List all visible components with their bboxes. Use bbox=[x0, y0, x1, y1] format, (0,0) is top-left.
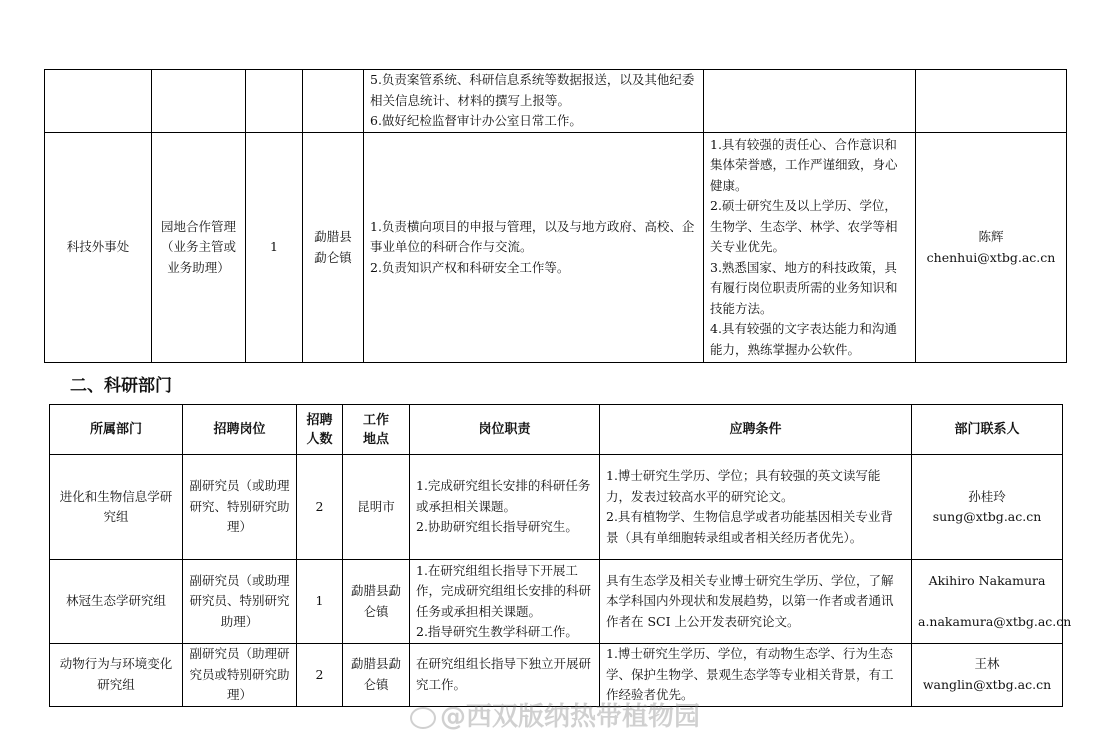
header-count: 招聘人数 bbox=[297, 405, 343, 455]
table-admin-departments bbox=[44, 69, 1067, 363]
table-row bbox=[50, 560, 1063, 644]
contact-email: wanglin@xtbg.ac.cn bbox=[922, 676, 1052, 692]
requirements-cell bbox=[704, 70, 916, 133]
post-cell: 副研究员（或助理研究、特别研究助理） bbox=[183, 455, 297, 560]
contact-email: sung@xtbg.ac.cn bbox=[932, 509, 1042, 524]
duties-cell bbox=[410, 455, 600, 560]
duties-cell bbox=[364, 133, 704, 363]
header-contact: 部门联系人 bbox=[912, 405, 1063, 455]
requirement-item: 1.具有较强的责任心、合作意识和集体荣誉感，工作严谨细致，身心健康。 bbox=[710, 136, 898, 193]
table-research-departments bbox=[49, 404, 1072, 707]
duties-cell bbox=[410, 560, 600, 644]
count-cell bbox=[246, 70, 303, 133]
section-title: 二、科研部门 bbox=[70, 376, 172, 396]
requirement-item: 2.具有植物学、生物信息学或者功能基因相关专业背景（具有单细胞转录组或者相关经历者优先）。 bbox=[606, 509, 893, 545]
requirements-cell bbox=[704, 133, 916, 363]
duty-item: 2.负责知识产权和科研安全工作等。 bbox=[370, 259, 570, 275]
table-row bbox=[50, 455, 1063, 560]
header-dept: 所属部门 bbox=[50, 405, 183, 455]
contact-cell bbox=[912, 455, 1063, 560]
requirement-item: 3.熟悉国家、地方的科技政策，具有履行岗位职责所需的业务知识和技能方法。 bbox=[710, 259, 898, 316]
location-cell: 勐腊县勐仑镇 bbox=[303, 133, 364, 363]
header-post: 招聘岗位 bbox=[183, 405, 297, 455]
count-cell: 2 bbox=[297, 455, 343, 560]
contact-cell bbox=[916, 133, 1067, 363]
header-requirements: 应聘条件 bbox=[600, 405, 912, 455]
watermark-text: @西双版纳热带植物园 bbox=[440, 702, 701, 732]
duty-item: 2.指导研究生教学科研工作。 bbox=[416, 624, 578, 639]
requirement-item: 1.博士研究生学历、学位；具有较强的英文读写能力，发表过较高水平的研究论文。 bbox=[606, 468, 881, 504]
count-cell: 1 bbox=[246, 133, 303, 363]
count-cell: 1 bbox=[297, 560, 343, 644]
duty-item: 1.在研究组组长指导下开展工作，完成研究组组长安排的科研任务或承担相关课题。 bbox=[416, 562, 592, 619]
header-duties: 岗位职责 bbox=[410, 405, 600, 455]
duty-item: 在研究组组长指导下独立开展研究工作。 bbox=[416, 656, 592, 692]
dept-cell: 进化和生物信息学研究组 bbox=[50, 455, 183, 560]
duty-item: 5.负责案管系统、科研信息系统等数据报送，以及其他纪委相关信息统计、材料的撰写上报等。 bbox=[370, 72, 695, 108]
table-header-row bbox=[50, 405, 1063, 455]
contact-name: 陈辉 bbox=[978, 229, 1004, 244]
table-row bbox=[45, 70, 1067, 133]
post-cell: 园地合作管理（业务主管或业务助理） bbox=[152, 133, 246, 363]
duty-item: 1.完成研究组长安排的科研任务或承担相关课题。 bbox=[416, 478, 591, 514]
post-cell bbox=[152, 70, 246, 133]
location-cell: 勐腊县勐仑镇 bbox=[343, 560, 410, 644]
dept-cell bbox=[45, 70, 152, 133]
duty-item: 2.协助研究组长指导研究生。 bbox=[416, 519, 578, 535]
dept-cell: 动物行为与环境变化研究组 bbox=[50, 644, 183, 707]
contact-name: 王林 bbox=[974, 656, 1000, 672]
duties-cell bbox=[364, 70, 704, 133]
post-cell: 副研究员（或助理研究员、特别研究助理） bbox=[183, 560, 297, 644]
requirement-item: 2.硕士研究生及以上学历、学位，生物学、生态学、林学、农学等相关专业优先。 bbox=[710, 198, 898, 255]
location-cell: 勐腊县勐仑镇 bbox=[343, 644, 410, 707]
contact-cell bbox=[912, 560, 1072, 644]
contact-name: Akihiro Nakamura bbox=[928, 573, 1046, 588]
requirements-cell bbox=[600, 455, 912, 560]
post-cell: 副研究员（助理研究员或特别研究助理） bbox=[183, 644, 297, 707]
weibo-icon bbox=[410, 707, 436, 729]
location-cell bbox=[303, 70, 364, 133]
count-cell: 2 bbox=[297, 644, 343, 707]
requirement-item: 具有生态学及相关专业博士研究生学历、学位，了解本学科国内外现状和发展趋势，以第一作者或者通讯作者在 SCI 上公开发表研究论文。 bbox=[606, 572, 894, 629]
contact-cell bbox=[916, 70, 1067, 133]
contact-name: 孙桂玲 bbox=[968, 488, 1006, 504]
table-row bbox=[45, 133, 1067, 363]
dept-cell: 林冠生态学研究组 bbox=[50, 560, 183, 644]
location-cell: 昆明市 bbox=[343, 455, 410, 560]
contact-email: a.nakamura@xtbg.ac.cn bbox=[918, 613, 1072, 629]
duty-item: 1.负责横向项目的申报与管理，以及与地方政府、高校、企事业单位的科研合作与交流。 bbox=[370, 218, 695, 255]
dept-cell: 科技外事处 bbox=[45, 133, 152, 363]
requirements-cell bbox=[600, 560, 912, 644]
duty-item: 6.做好纪检监督审计办公室日常工作。 bbox=[370, 113, 582, 129]
contact-email: chenhui@xtbg.ac.cn bbox=[926, 249, 1056, 265]
header-location: 工作地点 bbox=[343, 405, 410, 455]
requirement-item: 4.具有较强的文字表达能力和沟通能力，熟练掌握办公软件。 bbox=[710, 321, 897, 357]
watermark bbox=[410, 696, 700, 733]
requirement-item: 1.博士研究生学历、学位，有动物生态学、行为生态学、保护生物学、景观生态学等专业相关背景，有工作经验者优先。 bbox=[606, 646, 894, 702]
contact-cell bbox=[912, 644, 1063, 707]
